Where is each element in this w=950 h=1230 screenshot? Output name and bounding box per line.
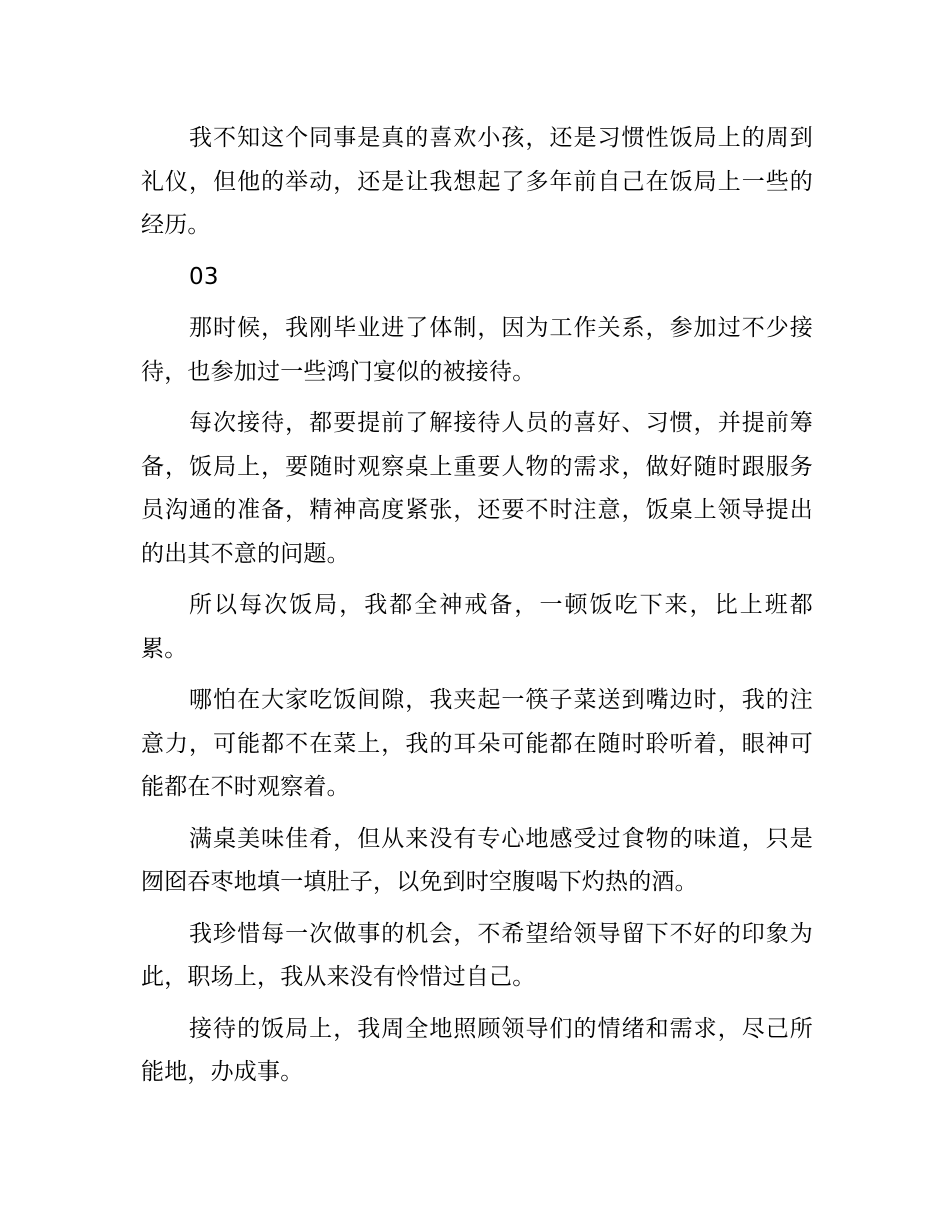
paragraph-colleague-reflection: 我不知这个同事是真的喜欢小孩，还是习惯性饭局上的周到礼仪，但他的举动，还是让我想起了多年前自己在饭局上一些的经历。 xyxy=(141,125,813,238)
paragraph-cherish-opportunity: 我珍惜每一次做事的机会，不希望给领导留下不好的印象为此，职场上，我从来没有怜惜过自己。 xyxy=(141,920,813,990)
paragraph-food: 满桌美味佳肴，但从来没有专心地感受过食物的味道，只是囫囵吞枣地填一填肚子，以免到时空腹喝下灼热的酒。 xyxy=(141,825,813,895)
paragraph-attention: 哪怕在大家吃饭间隙，我夹起一筷子菜送到嘴边时，我的注意力，可能都不在菜上，我的耳朵可能都在随时聆听着，眼神可能都在不时观察着。 xyxy=(141,687,813,800)
section-number: 03 xyxy=(189,263,219,290)
paragraph-take-care-of-leaders: 接待的饭局上，我周全地照顾领导们的情绪和需求，尽己所能地，办成事。 xyxy=(141,1015,813,1085)
paragraph-reception-preparation: 每次接待，都要提前了解接待人员的喜好、习惯，并提前筹备，饭局上，要随时观察桌上重要人物的需求，做好随时跟服务员沟通的准备，精神高度紧张，还要不时注意，饭桌上领导提出的出其不意的问题。 xyxy=(141,410,813,567)
paragraph-full-alert: 所以每次饭局，我都全神戒备，一顿饭吃下来，比上班都累。 xyxy=(141,592,813,662)
document-page xyxy=(141,117,813,1103)
paragraph-after-graduation: 那时候，我刚毕业进了体制，因为工作关系，参加过不少接待，也参加过一些鸿门宴似的被接待。 xyxy=(141,315,813,385)
